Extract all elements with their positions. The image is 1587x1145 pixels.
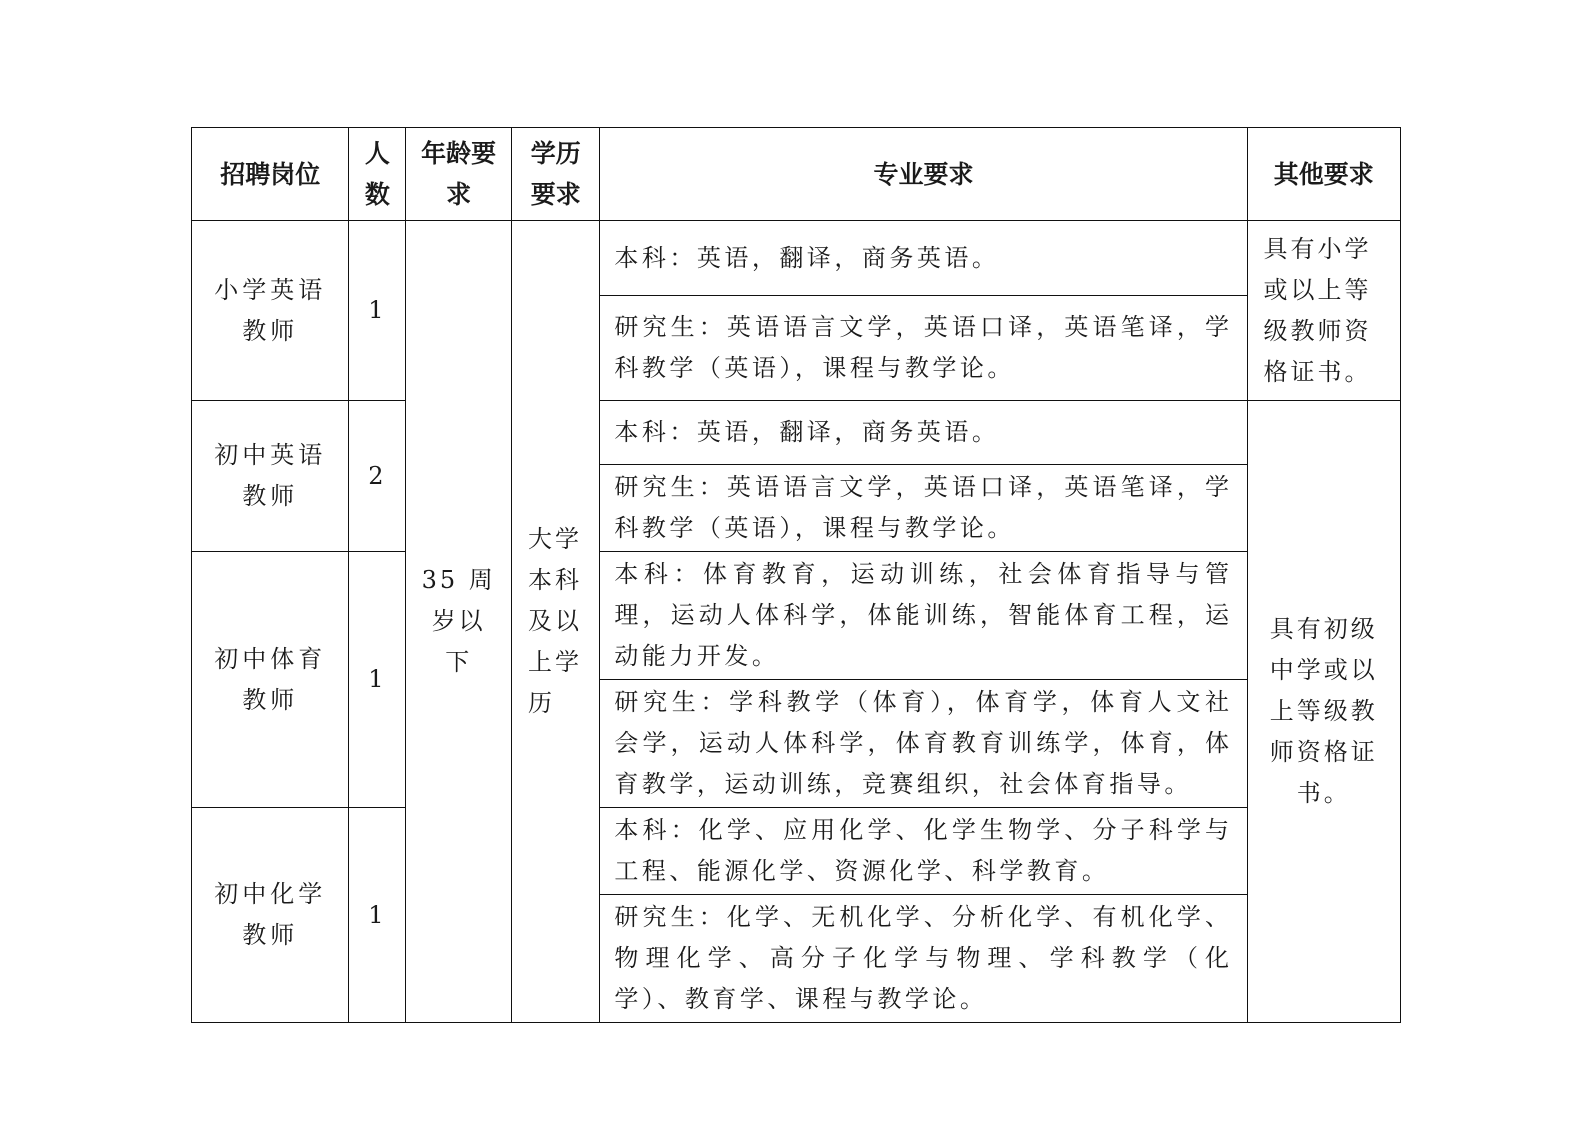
header-position: 招聘岗位	[192, 128, 349, 221]
header-major: 专业要求	[600, 128, 1247, 221]
position-cell: 初中化学教师	[192, 808, 349, 1023]
count-cell: 1	[349, 552, 406, 808]
table-row	[192, 401, 1401, 465]
position-cell: 初中体育教师	[192, 552, 349, 808]
major-undergrad-cell: 本科：体育教育，运动训练，社会体育指导与管理，运动人体科学，体能训练，智能体育工程，运动能力开发。	[600, 552, 1247, 680]
major-undergrad-cell: 本科：英语，翻译，商务英语。	[600, 401, 1247, 465]
recruitment-table	[191, 127, 1401, 1023]
other-junior-cell: 具有初级中学或以上等级教师资格证书。	[1247, 401, 1400, 1023]
age-cell: 35 周岁以下	[406, 221, 512, 1023]
education-cell: 大学本科及以上学历	[512, 221, 600, 1023]
other-primary-cell: 具有小学或以上等级教师资格证书。	[1247, 221, 1400, 401]
count-cell: 1	[349, 221, 406, 401]
major-graduate-cell: 研究生：学科教学（体育），体育学，体育人文社会学，运动人体科学，体育教育训练学，体育，体育教学，运动训练，竞赛组织，社会体育指导。	[600, 680, 1247, 808]
position-cell: 小学英语教师	[192, 221, 349, 401]
major-undergrad-cell: 本科：化学、应用化学、化学生物学、分子科学与工程、能源化学、资源化学、科学教育。	[600, 808, 1247, 895]
count-cell: 2	[349, 401, 406, 552]
header-count: 人数	[349, 128, 406, 221]
position-cell: 初中英语教师	[192, 401, 349, 552]
header-row	[192, 128, 1401, 221]
table-row	[192, 808, 1401, 895]
header-other: 其他要求	[1247, 128, 1400, 221]
major-graduate-cell: 研究生：英语语言文学，英语口译，英语笔译，学科教学（英语），课程与教学论。	[600, 296, 1247, 401]
table-row	[192, 552, 1401, 680]
major-undergrad-cell: 本科：英语，翻译，商务英语。	[600, 221, 1247, 296]
header-age: 年龄要求	[406, 128, 512, 221]
major-graduate-cell: 研究生：化学、无机化学、分析化学、有机化学、物理化学、高分子化学与物理、学科教学（化学）、教育学、课程与教学论。	[600, 895, 1247, 1023]
major-graduate-cell: 研究生：英语语言文学，英语口译，英语笔译，学科教学（英语），课程与教学论。	[600, 465, 1247, 552]
count-cell: 1	[349, 808, 406, 1023]
table-row	[192, 221, 1401, 296]
header-education: 学历要求	[512, 128, 600, 221]
